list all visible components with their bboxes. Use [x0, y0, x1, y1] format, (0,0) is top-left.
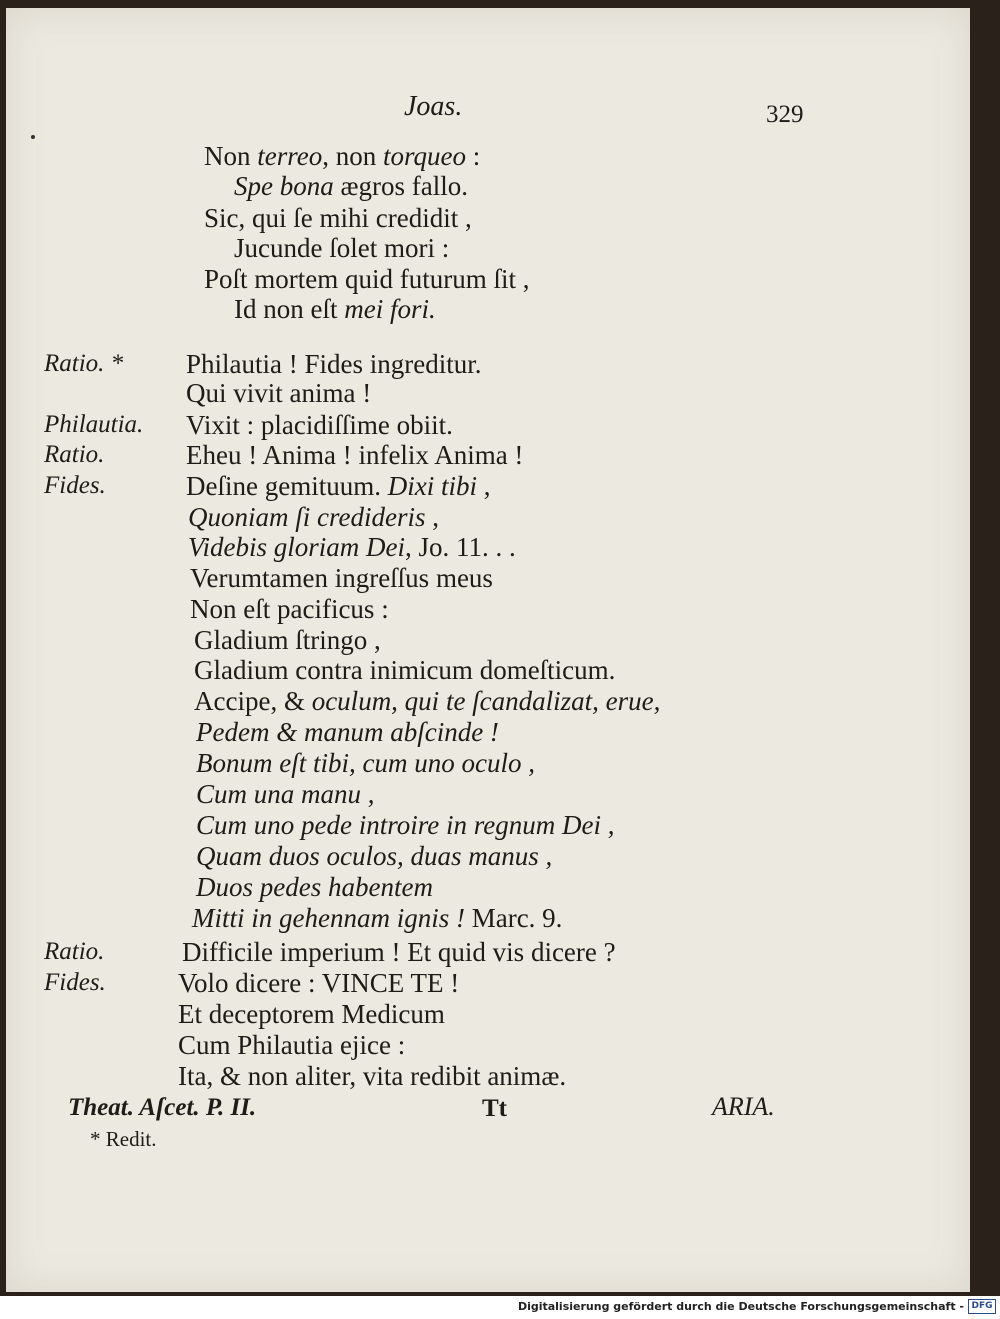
text-segment: Vixit : placidiſſime obiit.: [186, 410, 453, 440]
catchword: ARIA.: [712, 1092, 775, 1121]
dfg-logo: DFG: [968, 1299, 996, 1314]
text-line: [186, 471, 490, 501]
text-segment: Philautia ! Fides ingreditur.: [186, 349, 482, 379]
text-line: [178, 999, 445, 1029]
text-line: [204, 203, 472, 233]
text-segment: Volo dicere : VINCE TE !: [178, 968, 460, 998]
text-segment: Difficile imperium ! Et quid vis dicere ?: [182, 937, 616, 967]
speaker-label: Ratio.: [44, 938, 105, 965]
text-segment: Id non eſt: [234, 294, 345, 324]
italic-segment: Quoniam ſi credideris: [188, 502, 426, 532]
text-line: [234, 171, 468, 201]
text-segment: Jucunde ſolet mori :: [234, 233, 450, 263]
italic-segment: Mitti in gehennam ignis !: [192, 903, 465, 933]
text-line: [186, 378, 371, 408]
italic-segment: Spe bona: [234, 171, 334, 201]
text-segment: Eheu ! Anima ! infelix Anima !: [186, 440, 524, 470]
text-line: [190, 594, 389, 624]
text-line: [196, 841, 552, 871]
text-segment: Non eſt pacificus :: [190, 594, 389, 624]
text-line: [196, 872, 433, 902]
text-line: [178, 1030, 405, 1060]
italic-segment: Duos pedes habentem: [196, 872, 433, 902]
text-segment: Poſt mortem quid futurum ſit ,: [204, 264, 530, 294]
page-number: 329: [766, 101, 804, 128]
text-segment: , non: [322, 141, 383, 171]
signature-mark: Theat. Aſcet. P. II.: [68, 1094, 257, 1121]
text-line: [186, 349, 481, 379]
text-segment: ,: [476, 471, 491, 501]
text-segment: ægros fallo.: [333, 171, 468, 201]
italic-segment: mei fori.: [344, 294, 436, 324]
text-segment: Gladium ſtringo ,: [194, 625, 381, 655]
text-segment: Gladium contra inimicum domeſticum.: [194, 655, 616, 685]
italic-segment: Quam duos oculos, duas manus ,: [196, 841, 553, 871]
italic-segment: Videbis gloriam Dei: [188, 532, 405, 562]
italic-segment: terreo: [257, 141, 323, 171]
text-line: [196, 779, 375, 809]
italic-segment: Bonum eſt tibi, cum uno oculo ,: [196, 748, 535, 778]
speaker-label: Fides.: [44, 472, 106, 499]
text-segment: Cum Philautia ejice :: [178, 1030, 406, 1060]
text-line: [186, 410, 453, 440]
text-segment: Accipe, &: [194, 686, 312, 716]
text-segment: Non: [204, 141, 258, 171]
text-line: [178, 968, 459, 998]
text-segment: Sic, qui ſe mihi credidit ,: [204, 203, 472, 233]
text-line: [196, 717, 499, 747]
text-line: [234, 294, 436, 324]
italic-segment: Pedem & manum abſcinde !: [196, 717, 499, 747]
text-line: [204, 141, 480, 171]
italic-segment: oculum, qui te ſcandalizat, erue,: [311, 686, 661, 716]
text-segment: Ita, & non aliter, vita redibit animæ.: [178, 1061, 567, 1091]
text-segment: Qui vivit anima !: [186, 378, 372, 408]
text-line: [196, 810, 614, 840]
text-line: [188, 532, 516, 562]
text-segment: :: [465, 141, 481, 171]
text-line: [192, 903, 562, 933]
speaker-label: Philautia.: [44, 411, 144, 438]
text-segment: Marc. 9.: [464, 903, 563, 933]
text-segment: Deſine gemituum.: [186, 471, 388, 501]
running-title: Joas.: [404, 91, 463, 122]
text-line: [204, 264, 530, 294]
italic-segment: Dixi tibi: [387, 471, 477, 501]
speaker-label: Fides.: [44, 969, 106, 996]
italic-segment: Cum una manu ,: [196, 779, 375, 809]
text-line: [196, 748, 535, 778]
text-line: [190, 563, 493, 593]
text-segment: Et deceptorem Medicum: [178, 999, 445, 1029]
speaker-label: Ratio. *: [44, 350, 124, 377]
speaker-label: Ratio.: [44, 441, 105, 468]
italic-segment: Cum uno pede introire in regnum Dei ,: [196, 810, 615, 840]
text-line: [178, 1061, 566, 1091]
digitization-credit: Digitalisierung gefördert durch die Deutsche Forschungsgemeinschaft -: [517, 1300, 964, 1313]
text-line: [194, 655, 615, 685]
signature-letters: Tt: [482, 1095, 507, 1122]
text-line: [194, 686, 660, 716]
italic-segment: torqueo: [382, 141, 466, 171]
text-segment: Verumtamen ingreſſus meus: [190, 563, 493, 593]
footnote: * Redit.: [90, 1127, 157, 1151]
text-line: [234, 233, 449, 263]
text-line: [188, 502, 439, 532]
text-line: [194, 625, 381, 655]
text-segment: ,: [425, 502, 439, 532]
text-line: [182, 937, 616, 967]
text-segment: , Jo. 11. . .: [404, 532, 516, 562]
ink-speck: [31, 135, 35, 139]
text-line: [186, 440, 523, 470]
